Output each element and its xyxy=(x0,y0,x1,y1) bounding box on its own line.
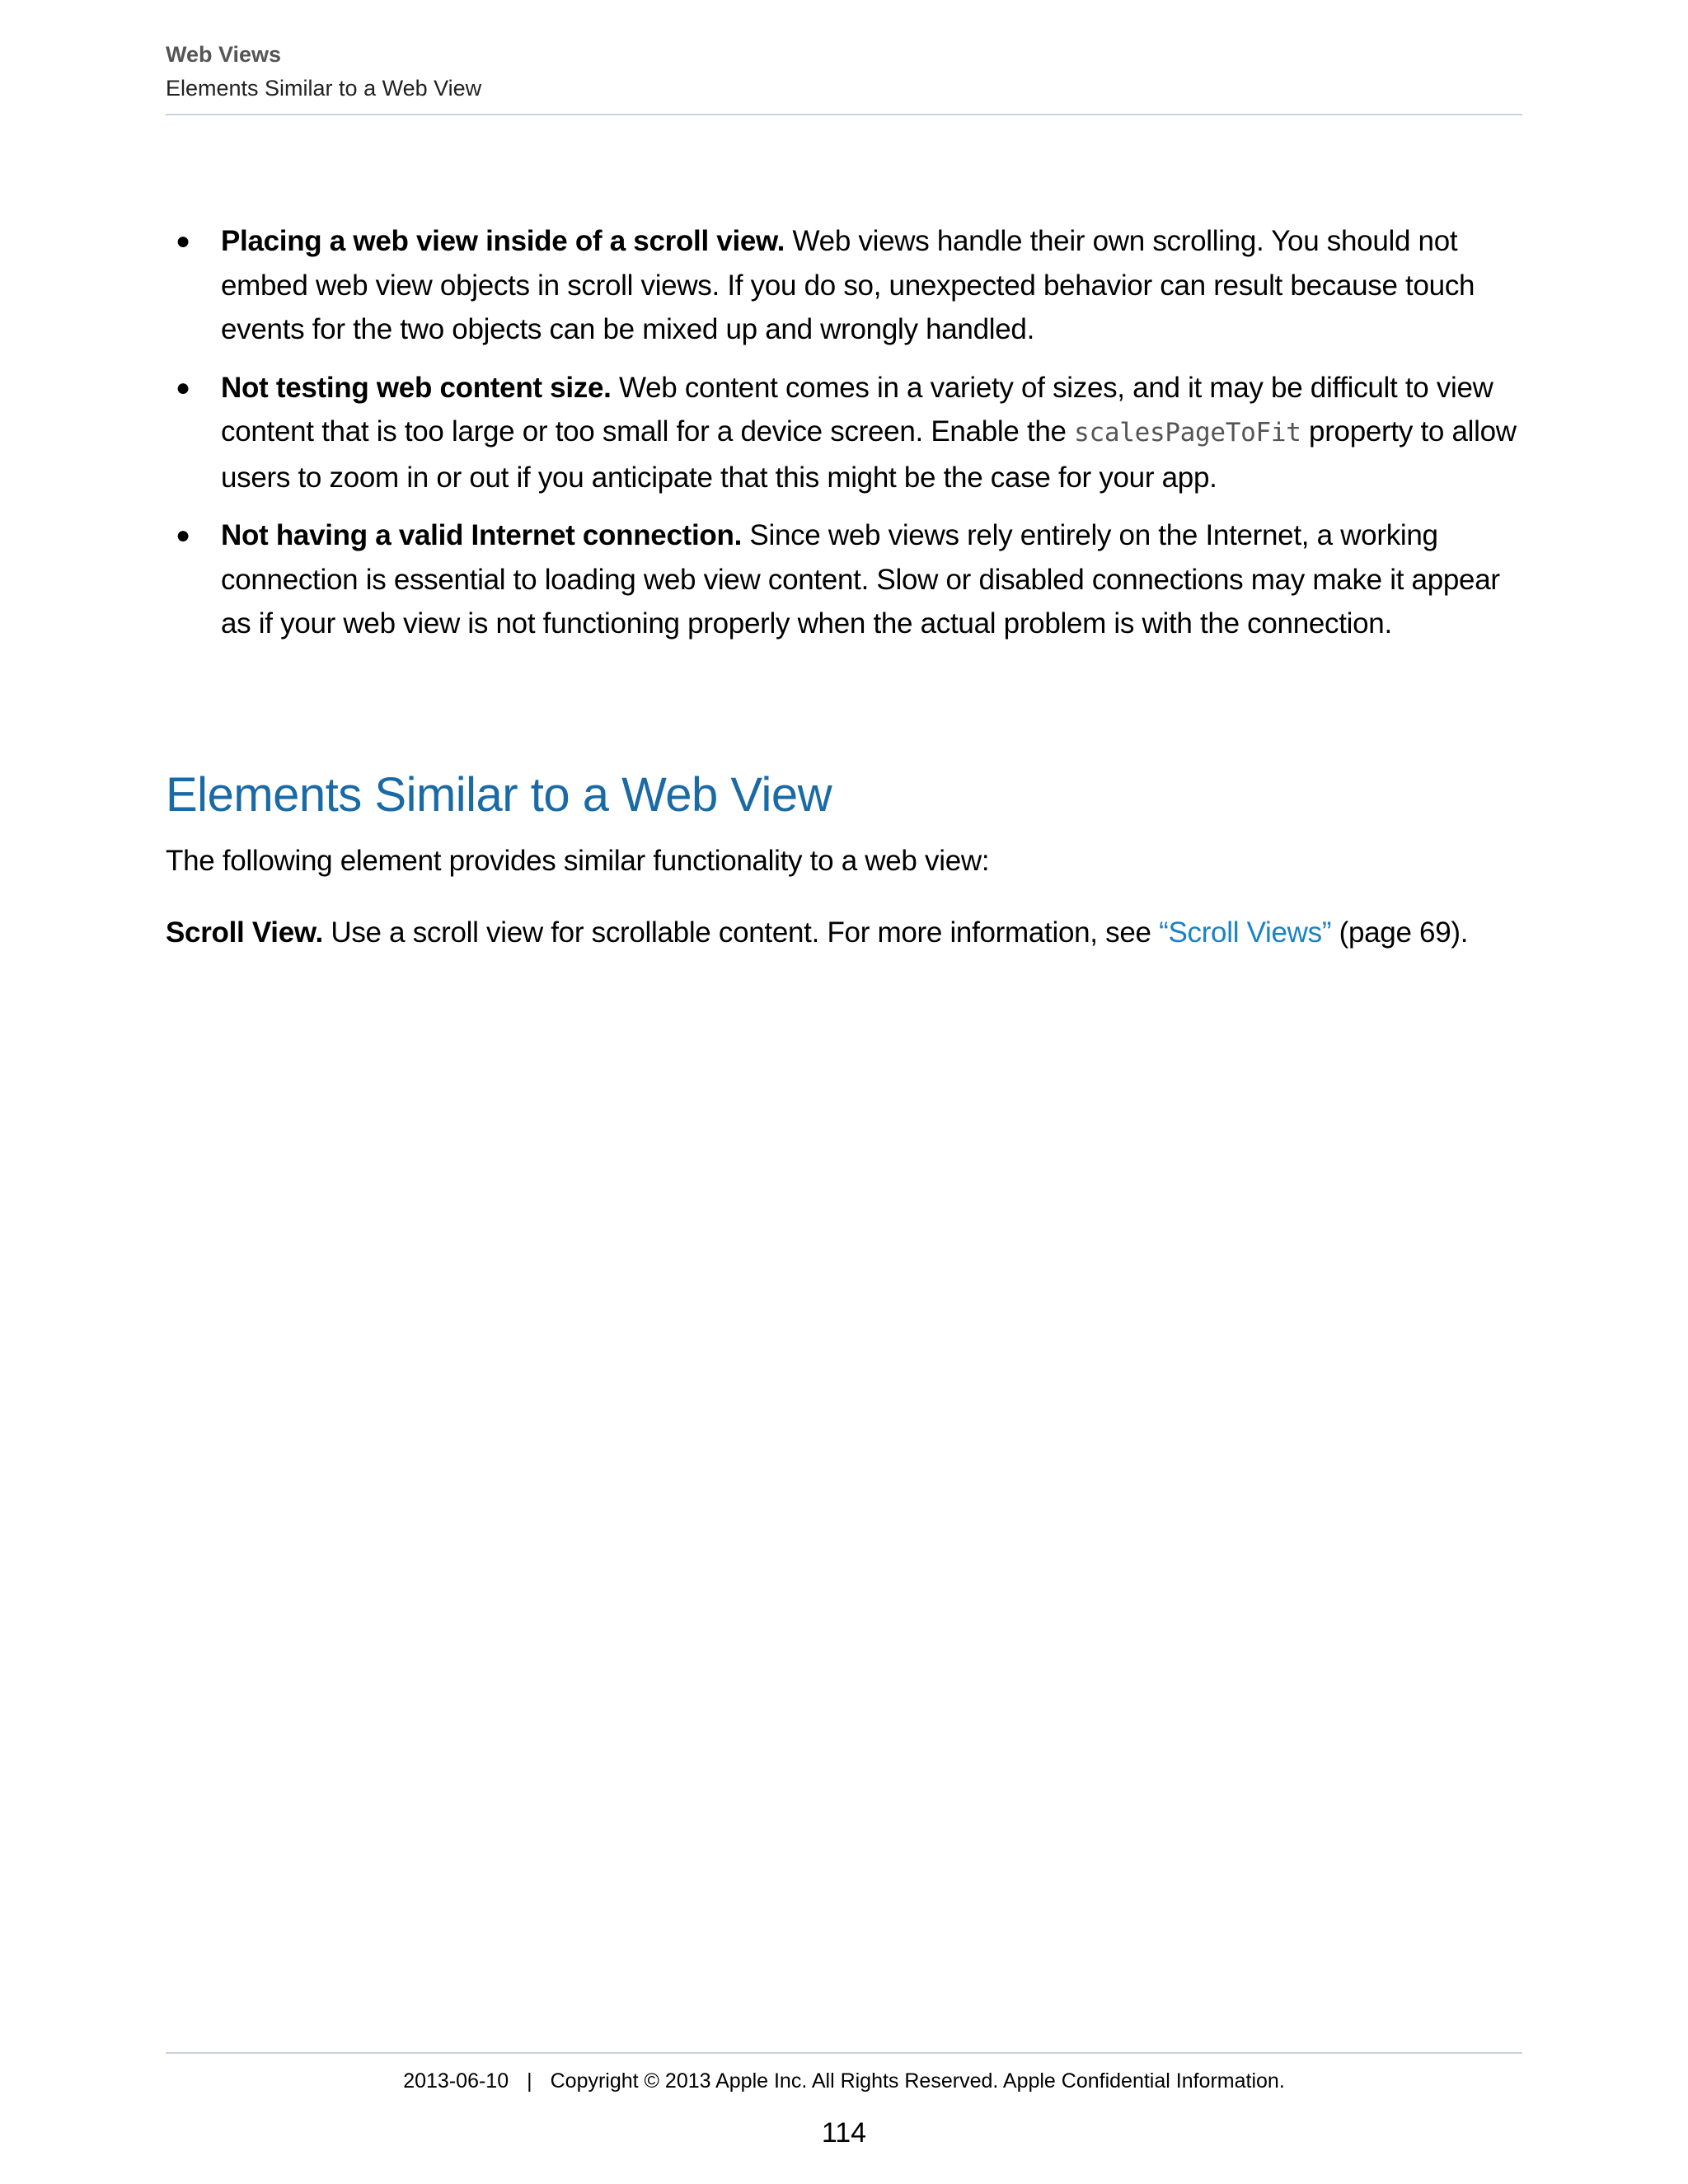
list-item xyxy=(166,219,1522,352)
header-section-title: Elements Similar to a Web View xyxy=(166,76,482,101)
bullet-icon: ● xyxy=(176,227,190,255)
section-intro: The following element provides similar functionality to a web view: xyxy=(166,845,990,877)
header-divider xyxy=(166,114,1522,115)
bullet-text: Since web views rely entirely on the Internet, a working connection is essential to loading web view content. Slow or disabled connections may make it appear as if your web view is not functioning properly when the actual problem is with the connection. xyxy=(221,519,1500,640)
section-heading: Elements Similar to a Web View xyxy=(166,768,832,822)
code-term: scalesPageToFit xyxy=(1074,418,1301,448)
list-item xyxy=(166,366,1522,500)
footer xyxy=(0,2065,1688,2097)
scroll-view-paragraph xyxy=(166,911,1522,954)
page-number: 114 xyxy=(821,2117,867,2149)
bullet-icon: ● xyxy=(176,373,190,401)
footer-copyright: Copyright © 2013 Apple Inc. All Rights Reserved. Apple Confidential Information. xyxy=(550,2069,1285,2093)
bullet-text: property to allow users to zoom in or out if you anticipate that this might be the case for your app. xyxy=(221,415,1517,494)
bullet-lead: Not having a valid Internet connection. xyxy=(221,519,742,551)
scroll-views-link[interactable]: “Scroll Views” xyxy=(1159,916,1332,949)
page-reference: (page 69). xyxy=(1331,916,1469,949)
bullet-text: Web views handle their own scrolling. You should not embed web view objects in scroll views. If you do so, unexpected behavior can result because touch events for the two objects can be mixed up and wrongly handled. xyxy=(221,225,1475,345)
footer-date: 2013-06-10 xyxy=(403,2069,509,2093)
footer-divider xyxy=(166,2052,1522,2054)
bullet-icon: ● xyxy=(176,522,190,549)
running-header xyxy=(166,38,1522,105)
pitfalls-bullet-list xyxy=(166,219,1522,660)
footer-separator: | xyxy=(527,2069,532,2093)
bullet-lead: Placing a web view inside of a scroll view. xyxy=(221,225,785,257)
header-chapter-title: Web Views xyxy=(166,42,282,67)
bullet-lead: Not testing web content size. xyxy=(221,371,612,404)
scroll-view-lead: Scroll View. xyxy=(166,916,323,949)
bullet-text: Web content comes in a variety of sizes, and it may be difficult to view content that is too large or too small for a device screen. Enable the xyxy=(221,371,1493,448)
scroll-view-text: Use a scroll view for scrollable content. For more information, see xyxy=(322,916,1160,949)
list-item xyxy=(166,513,1522,646)
